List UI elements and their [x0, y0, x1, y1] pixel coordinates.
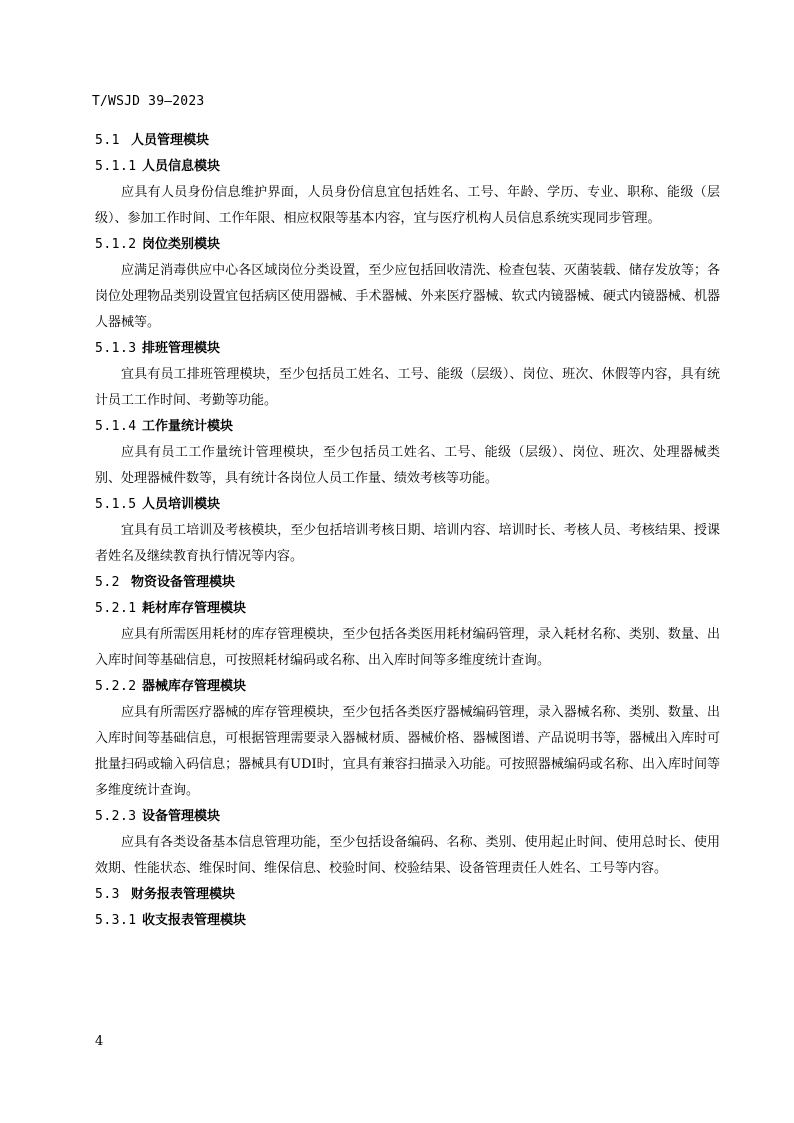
section-title: 人员信息模块	[142, 159, 221, 174]
section-title: 器械库存管理模块	[142, 679, 247, 694]
section-number: 5.2.3	[95, 809, 137, 824]
section-number: 5.1.2	[95, 237, 137, 252]
section-paragraph: 应满足消毒供应中心各区域岗位分类设置，至少应包括回收清洗、检查包装、灭菌装载、储存发放等；各岗位处理物品类别设置宜包括病区使用器械、手术器械、外来医疗器械、软式内镜器械、硬式内镜器械、机器人器械等。	[95, 263, 720, 330]
section-title: 工作量统计模块	[142, 419, 234, 434]
section-number: 5.2	[95, 575, 120, 590]
section-title: 人员管理模块	[131, 133, 210, 148]
section-title: 设备管理模块	[142, 809, 221, 824]
section-number: 5.1	[95, 133, 120, 148]
section-paragraph: 应具有员工工作量统计管理模块，至少包括员工姓名、工号、能级（层级）、岗位、班次、处理器械类别、处理器械件数等，具有统计各岗位人员工作量、绩效考核等功能。	[95, 445, 720, 486]
subsection-heading	[95, 596, 720, 622]
section-title: 物资设备管理模块	[131, 575, 236, 590]
page-number: 4	[95, 1034, 104, 1049]
subsection-heading	[95, 804, 720, 830]
section-number: 5.1.4	[95, 419, 137, 434]
section-heading	[95, 882, 720, 908]
document-code-header: T/WSJD 39—2023	[92, 94, 205, 109]
subsection-heading	[95, 154, 720, 180]
subsection-heading	[95, 492, 720, 518]
section-heading	[95, 128, 720, 154]
section-number: 5.1.5	[95, 497, 137, 512]
subsection-heading	[95, 336, 720, 362]
section-paragraph: 应具有所需医疗器械的库存管理模块，至少包括各类医疗器械编码管理，录入器械名称、类别、数量、出入库时间等基础信息，可根据管理需要录入器械材质、器械价格、器械图谱、产品说明书等，器械出入库时可批量扫码或输入码信息；器械具有UDI时，宜具有兼容扫描录入功能。可按照器械编码或名称、出入库时间等多维度统计查询。	[95, 705, 720, 798]
section-number: 5.1.3	[95, 341, 137, 356]
section-title: 人员培训模块	[142, 497, 221, 512]
section-title: 财务报表管理模块	[131, 887, 236, 902]
section-number: 5.3	[95, 887, 120, 902]
subsection-heading	[95, 908, 720, 934]
section-paragraph: 应具有所需医用耗材的库存管理模块，至少包括各类医用耗材编码管理，录入耗材名称、类别、数量、出入库时间等基础信息，可按照耗材编码或名称、出入库时间等多维度统计查询。	[95, 627, 720, 668]
section-title: 收支报表管理模块	[142, 913, 247, 928]
section-title: 排班管理模块	[142, 341, 221, 356]
section-number: 5.2.1	[95, 601, 137, 616]
section-title: 岗位类别模块	[142, 237, 221, 252]
document-body	[95, 128, 720, 934]
subsection-heading	[95, 414, 720, 440]
section-paragraph: 应具有各类设备基本信息管理功能，至少包括设备编码、名称、类别、使用起止时间、使用总时长、使用效期、性能状态、维保时间、维保信息、校验时间、校验结果、设备管理责任人姓名、工号等内容。	[95, 835, 720, 876]
subsection-heading	[95, 674, 720, 700]
section-heading	[95, 570, 720, 596]
section-number: 5.1.1	[95, 159, 137, 174]
subsection-heading	[95, 232, 720, 258]
section-paragraph: 宜具有员工排班管理模块，至少包括员工姓名、工号、能级（层级）、岗位、班次、休假等内容，具有统计员工工作时间、考勤等功能。	[95, 367, 720, 408]
section-number: 5.3.1	[95, 913, 137, 928]
section-title: 耗材库存管理模块	[142, 601, 247, 616]
section-paragraph: 应具有人员身份信息维护界面，人员身份信息宜包括姓名、工号、年龄、学历、专业、职称、能级（层级）、参加工作时间、工作年限、相应权限等基本内容，宜与医疗机构人员信息系统实现同步管理。	[95, 185, 720, 226]
section-paragraph: 宜具有员工培训及考核模块，至少包括培训考核日期、培训内容、培训时长、考核人员、考核结果、授课者姓名及继续教育执行情况等内容。	[95, 523, 720, 564]
section-number: 5.2.2	[95, 679, 137, 694]
